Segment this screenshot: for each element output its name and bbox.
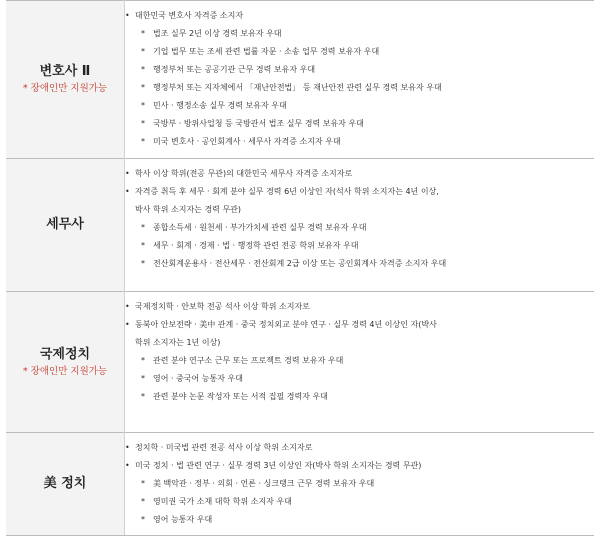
preference-item <box>125 133 594 151</box>
qualification-table <box>6 0 594 536</box>
line-text: 학사 이상 학위(전공 무관)의 대한민국 세무사 자격증 소지자로 <box>135 169 353 178</box>
preference-item <box>125 97 594 115</box>
line-text: 박사 학위 소지자는 경력 무관) <box>135 205 242 214</box>
line-text: 전산회계운용사 · 전산세무 · 전산회계 2급 이상 또는 공인회계사 자격증 소지자 우대 <box>153 259 447 268</box>
bullet-icon: • <box>125 443 130 452</box>
preference-item <box>125 511 594 529</box>
category-header-cell <box>6 292 125 433</box>
preference-item <box>125 79 594 97</box>
asterisk-icon: * <box>141 101 145 110</box>
requirement-continuation <box>125 201 594 219</box>
requirement-item <box>125 457 594 475</box>
asterisk-icon: * <box>141 356 145 365</box>
asterisk-icon: * <box>141 137 145 146</box>
preference-item <box>125 43 594 61</box>
category-note: * 장애인만 지원가능 <box>22 365 108 377</box>
category-name: 변호사 Ⅱ <box>39 64 91 79</box>
line-text: 민사 · 행정소송 실무 경력 보유자 우대 <box>153 101 287 110</box>
category-row <box>6 1 594 159</box>
requirement-item <box>125 298 594 316</box>
line-text: 자격증 취득 후 세무 · 회계 분야 실무 경력 6년 이상인 자(석사 학위 소지자는 4년 이상, <box>135 187 439 196</box>
asterisk-icon: * <box>141 259 145 268</box>
preference-item <box>125 475 594 493</box>
asterisk-icon: * <box>141 479 145 488</box>
asterisk-icon: * <box>141 47 145 56</box>
line-text: 영미권 국가 소재 대학 학위 소지자 우대 <box>153 497 292 506</box>
line-text: 대한민국 변호사 자격증 소지자 <box>135 11 244 20</box>
bullet-icon: • <box>125 187 130 196</box>
requirement-item <box>125 165 594 183</box>
asterisk-icon: * <box>141 65 145 74</box>
asterisk-icon: * <box>141 374 145 383</box>
category-header-cell <box>6 433 125 536</box>
category-header-cell <box>6 159 125 292</box>
preference-item <box>125 493 594 511</box>
preference-item <box>125 219 594 237</box>
bullet-icon: • <box>125 320 130 329</box>
requirement-item <box>125 316 594 334</box>
category-row <box>6 159 594 292</box>
asterisk-icon: * <box>141 83 145 92</box>
line-text: 행정부처 또는 공공기관 근무 경력 보유자 우대 <box>153 65 316 74</box>
asterisk-icon: * <box>141 119 145 128</box>
preference-item <box>125 25 594 43</box>
requirement-item <box>125 439 594 457</box>
requirement-continuation <box>125 334 594 352</box>
category-row <box>6 433 594 536</box>
asterisk-icon: * <box>141 515 145 524</box>
line-text: 미국 정치 · 법 관련 연구 · 실무 경력 3년 이상인 자(박사 학위 소지자는 경력 무관) <box>135 461 422 470</box>
line-text: 세무 · 회계 · 경제 · 법 · 행정학 관련 전공 학위 보유자 우대 <box>153 241 359 250</box>
bullet-icon: • <box>125 302 130 311</box>
requirement-item <box>125 183 594 201</box>
asterisk-icon: * <box>141 392 145 401</box>
line-text: 기업 법무 또는 조세 관련 법률 자문 · 소송 업무 경력 보유자 우대 <box>153 47 380 56</box>
line-text: 美 백악관 · 정부 · 의회 · 언론 · 싱크탱크 근무 경력 보유자 우대 <box>153 479 375 488</box>
bullet-icon: • <box>125 11 130 20</box>
category-requirements-cell <box>125 159 595 292</box>
line-text: 관련 분야 연구소 근무 또는 프로젝트 경력 보유자 우대 <box>153 356 344 365</box>
bullet-icon: • <box>125 461 130 470</box>
category-requirements-cell <box>125 433 595 536</box>
line-text: 학위 소지자는 1년 이상) <box>135 338 221 347</box>
category-note: * 장애인만 지원가능 <box>22 83 108 94</box>
category-requirements-cell <box>125 1 595 159</box>
line-text: 정치학 · 미국법 관련 전공 석사 이상 학위 소지자로 <box>135 443 313 452</box>
preference-item <box>125 352 594 370</box>
preference-item <box>125 255 594 273</box>
asterisk-icon: * <box>141 29 145 38</box>
category-name: 세무사 <box>46 217 84 232</box>
preference-item <box>125 115 594 133</box>
line-text: 영어 능통자 우대 <box>153 515 213 524</box>
asterisk-icon: * <box>141 497 145 506</box>
category-header-cell <box>6 1 125 159</box>
category-requirements-cell <box>125 292 595 433</box>
line-text: 동북아 안보전략 · 美中 관계 · 중국 정치외교 분야 연구 · 실무 경력 4년 이상인 자(박사 <box>135 320 437 329</box>
line-text: 미국 변호사 · 공인회계사 · 세무사 자격증 소지자 우대 <box>153 137 341 146</box>
category-name: 국제정치 <box>39 346 91 362</box>
preference-item <box>125 388 594 406</box>
preference-item <box>125 370 594 388</box>
asterisk-icon: * <box>141 241 145 250</box>
line-text: 행정부처 또는 지자체에서 「재난안전법」 등 재난안전 관련 실무 경력 보유자 우대 <box>153 83 442 92</box>
line-text: 관련 분야 논문 작성자 또는 서적 집필 경력자 우대 <box>153 392 328 401</box>
bullet-icon: • <box>125 169 130 178</box>
line-text: 국방부 · 방위사업청 등 국방관서 법조 실무 경력 보유자 우대 <box>153 119 364 128</box>
line-text: 종합소득세 · 원천세 · 부가가치세 관련 실무 경력 보유자 우대 <box>153 223 367 232</box>
category-row <box>6 292 594 433</box>
preference-item <box>125 61 594 79</box>
line-text: 영어 · 중국어 능통자 우대 <box>153 374 243 383</box>
line-text: 법조 실무 2년 이상 경력 보유자 우대 <box>153 29 282 38</box>
line-text: 국제정치학 · 안보학 전공 석사 이상 학위 소지자로 <box>135 302 310 311</box>
category-name: 美 정치 <box>43 476 87 491</box>
asterisk-icon: * <box>141 223 145 232</box>
preference-item <box>125 237 594 255</box>
requirement-item <box>125 7 594 25</box>
